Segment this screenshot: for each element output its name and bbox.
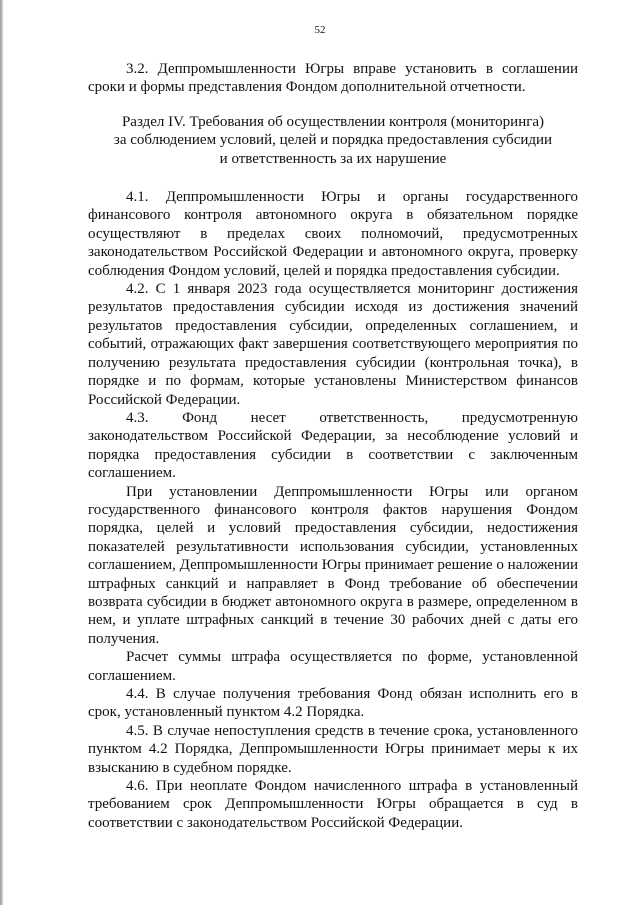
paragraph-3-2: 3.2. Деппромышленности Югры вправе установить в соглашении сроки и формы представления Фондом дополнительной отчетности. — [88, 61, 578, 96]
section-heading-line: Раздел IV. Требования об осуществлении контроля (мониторинга) — [121, 113, 545, 130]
paragraph-violation: При установлении Деппромышленности Югры или органом государственного финансового контроля фактов нарушения Фондом порядка, целей и условий предоставления субсидии, недостижения показателей результативности использования субсидии, установленных соглашением, Деппромышленности Югры принимает решение о наложении штрафных санкций и направляет в Фонд требование об обеспечении возврата субсидии в бюджет автономного округа в размере, определенном в нем, и уплате штрафных санкций в течение 30 рабочих дней с даты его получения. — [88, 483, 578, 647]
paragraph-4-4: 4.4. В случае получения требования Фонд обязан исполнить его в срок, установленный пунктом 4.2 Порядка. — [88, 686, 578, 721]
scan-edge — [0, 0, 3, 905]
section-heading-line: за соблюдением условий, целей и порядка предоставления субсидии — [113, 132, 553, 149]
page-number: 52 — [314, 24, 326, 36]
paragraph-4-2: 4.2. С 1 января 2023 года осуществляется мониторинг достижения результатов предоставления субсидии исходя из достижения значений результатов предоставления субсидии, определенных соглашением, и событий, отражающих факт завершения соответствующего мероприятия по получению результата предоставления субсидии (контрольная точка), в порядке и по формам, которые установлены Министерством финансов Российской Федерации. — [88, 281, 578, 408]
paragraph-4-5: 4.5. В случае непоступления средств в течение срока, установленного пунктом 4.2 Порядка, Деппромышленности Югры принимает меры к их взысканию в судебном порядке. — [88, 722, 578, 776]
section-heading — [88, 113, 578, 168]
paragraph-4-6: 4.6. При неоплате Фондом начисленного штрафа в установленный требованием срок Деппромышленности Югры обращается в суд в соответствии с законодательством Российской Федерации. — [88, 778, 578, 831]
paragraph-4-3: 4.3. Фонд несет ответственность, предусмотренную законодательством Российской Федерации, за несоблюдение условий и порядка предоставления субсидии в соответствии с заключенным соглашением. — [88, 409, 578, 482]
document-body — [88, 60, 578, 832]
section-heading-line: и ответственность за их нарушение — [219, 150, 447, 167]
paragraph-4-1: 4.1. Деппромышленности Югры и органы государственного финансового контроля автономного округа в обязательном порядке осуществляют в пределах своих полномочий, предусмотренных законодательством Российской Федерации и автономного округа, проверку соблюдения Фондом условий, целей и порядка предоставления субсидии. — [88, 189, 578, 279]
paragraph-fine-calculation: Расчет суммы штрафа осуществляется по форме, установленной соглашением. — [88, 649, 578, 684]
